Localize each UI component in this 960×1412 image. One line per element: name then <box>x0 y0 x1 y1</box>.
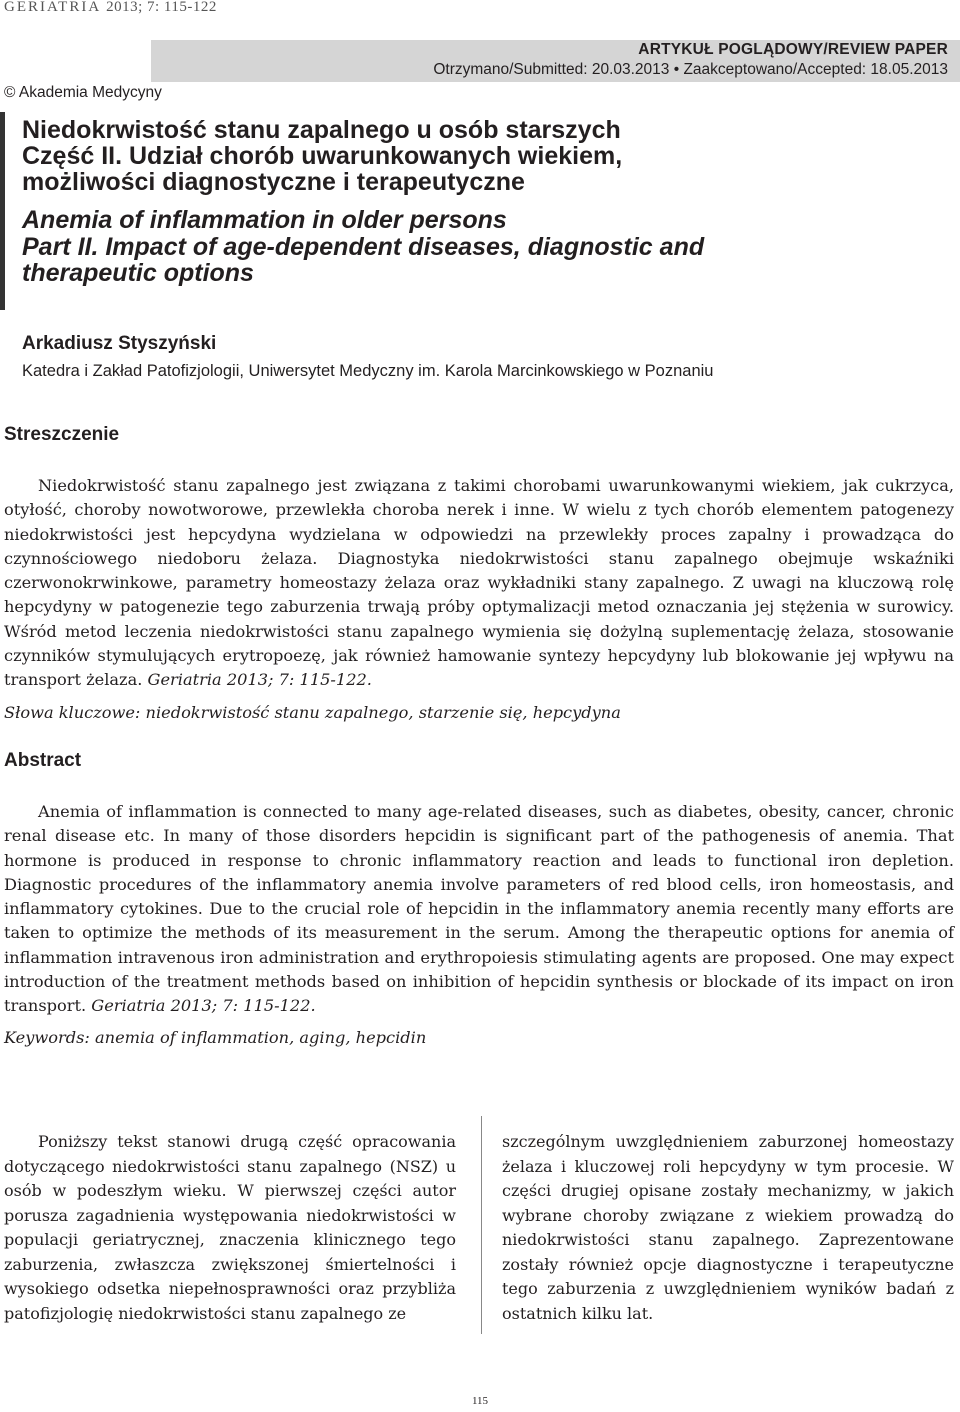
streszczenie-body: Niedokrwistość stanu zapalnego jest związana z takimi chorobami uwarunkowanymi wiekiem, jak cukrzyca, otyłość, choroby nowotworowe, przewlekła choroba nerek i inne. W wielu z tych chorób elementem patogenezy niedokrwistości jest hepcydyna wydzielana w odpowiedzi na przewlekły proces zapalny i prowadząca do czynnościowego niedoboru żelaza. Diagnostyka niedokrwistości stanu zapalnego obejmuje wskaźniki czerwonokrwinkowe, parametry homeostazy żelaza oraz wykładniki stany zapalnego. Z uwagi na kluczową rolę hepcydyny w patogenezie tego zaburzenia trwają próby optymalizacji metod oznaczania jej stężenia w surowicy. Wśród metod leczenia niedokrwistości stanu zapalnego wymienia się dożylną suplementację żelaza, stosowanie czynników stymulujących erytropoezę, jak również hamowanie syntezy hepcydyny lub blokowanie jej wpływu na transport żelaza. <box>4 476 954 690</box>
streszczenie-heading: Streszczenie <box>4 424 120 445</box>
author-affiliation: Katedra i Zakład Patofizjologii, Uniwersytet Medyczny im. Karola Marcinkowskiego w Poznaniu <box>22 362 714 380</box>
title-polish-line: Część II. Udział chorób uwarunkowanych wiekiem, <box>22 142 623 170</box>
body-left-column: Poniższy tekst stanowi drugą część opracowania dotyczącego niedokrwistości stanu zapalnego (NSZ) u osób w podeszłym wieku. W pierwszej części autor porusza zagadnienia występowania niedokrwistości w populacji geriatrycznej, znaczenia klinicznego tego zaburzenia, zwłaszcza zwiększonej śmiertelności i wysokiego odsetka niepełnosprawności oraz przybliża patofizjologię niedokrwistości stanu zapalnego ze <box>4 1132 456 1323</box>
abstract-citation: Geriatria 2013; 7: 115-122. <box>91 996 316 1016</box>
abstract-body: Anemia of inflammation is connected to many age-related diseases, such as diabetes, obesity, cancer, chronic renal disease etc. In many of those disorders hepcidin is significant part of the pathogenesis of anemia. That hormone is produced in response to chronic inflammatory reaction and leads to functional iron depletion. Diagnostic procedures of the inflammatory anemia involve parameters of red blood cells, iron homeostasis, and inflammatory cytokines. Due to the crucial role of hepcidin in the inflammatory anemia recently many efforts are taken to optimize the methods of its measurement in the serum. Among the therapeutic options for anemia of inflammation intravenous iron administration and erythropoiesis stimulating agents are proposed. One may expect introduction of the treatment methods based on inhibition of hepcidin synthesis or blockade of its impact on iron transport. <box>4 802 954 1016</box>
author-name: Arkadiusz Styszyński <box>22 333 217 354</box>
column-divider <box>481 1116 482 1334</box>
title-english-line: Anemia of inflammation in older persons <box>22 206 507 234</box>
title-polish-line: możliwości diagnostyczne i terapeutyczne <box>22 168 525 196</box>
abstract-paragraph <box>4 800 954 1019</box>
title-english-line: therapeutic options <box>22 259 254 287</box>
abstract-keywords: Keywords: anemia of inflammation, aging, hepcidin <box>4 1028 427 1047</box>
title-polish <box>22 117 622 195</box>
submission-dates: Otrzymano/Submitted: 20.03.2013 • Zaakceptowano/Accepted: 18.05.2013 <box>433 61 948 78</box>
title-polish-line: Niedokrwistość stanu zapalnego u osób starszych <box>22 116 621 144</box>
streszczenie-keywords: Słowa kluczowe: niedokrwistość stanu zapalnego, starzenie się, hepcydyna <box>4 703 621 722</box>
page-number: 115 <box>471 1395 489 1407</box>
streszczenie-paragraph <box>4 474 954 693</box>
streszczenie-citation: Geriatria 2013; 7: 115-122. <box>147 670 372 690</box>
journal-header <box>4 0 217 16</box>
title-english-line: Part II. Impact of age-dependent diseases, diagnostic and <box>22 232 705 261</box>
title-accent-bar <box>0 112 5 310</box>
body-right-column: szczególnym uwzględnieniem zaburzonej homeostazy żelaza i kluczowej roli hepcydyny w tym procesie. W części drugiej opisane zostały mechanizmy, w jakich wybrane choroby związane z wiekiem prowadzą do niedokrwistości stanu zapalnego. Zaprezentowane zostały również opcje diagnostyczne i terapeutyczne tego zaburzenia z uwzględnieniem wyników badań z ostatnich kilku lat. <box>502 1132 954 1323</box>
journal-issue: 2013; 7: 115-122 <box>106 0 217 15</box>
journal-name: GERIATRIA <box>4 0 101 15</box>
title-english <box>22 207 704 287</box>
article-type: ARTYKUŁ POGLĄDOWY/REVIEW PAPER <box>638 41 948 58</box>
copyright-notice: © Akademia Medycyny <box>4 84 162 101</box>
abstract-heading: Abstract <box>4 750 82 771</box>
